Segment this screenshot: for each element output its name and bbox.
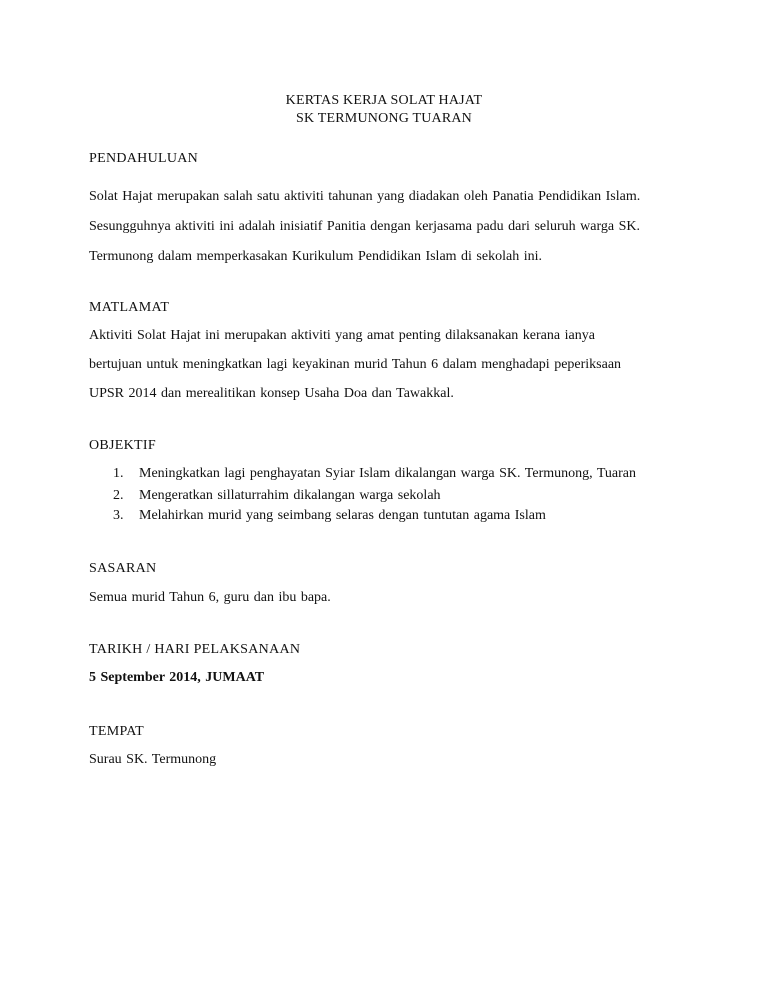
section-heading-sasaran: SASARAN <box>89 561 157 576</box>
matlamat-line: bertujuan untuk meningkatkan lagi keyakinan murid Tahun 6 dalam menghadapi peperiksaan <box>89 357 622 372</box>
objektif-list-item <box>113 465 636 483</box>
section-heading-tempat: TEMPAT <box>89 724 144 739</box>
matlamat-line: UPSR 2014 dan merealitikan konsep Usaha Doa dan Tawakkal. <box>89 386 454 401</box>
document-title: KERTAS KERJA SOLAT HAJAT <box>285 93 483 108</box>
objektif-list-item <box>113 507 546 525</box>
list-text: Meningkatkan lagi penghayatan Syiar Islam dikalangan warga SK. Termunong, Tuaran <box>139 466 637 481</box>
list-text: Mengeratkan sillaturrahim dikalangan warga sekolah <box>139 488 441 503</box>
list-number: 2. <box>113 488 124 503</box>
section-heading-objektif: OBJEKTIF <box>89 438 156 453</box>
tarikh-text: 5 September 2014, JUMAAT <box>89 670 265 685</box>
pendahuluan-line: Solat Hajat merupakan salah satu aktiviti tahunan yang diadakan oleh Panatia Pendidikan Islam. <box>89 189 641 204</box>
section-heading-matlamat: MATLAMAT <box>89 300 170 315</box>
matlamat-line: Aktiviti Solat Hajat ini merupakan aktiviti yang amat penting dilaksanakan kerana ianya <box>89 328 595 343</box>
section-heading-tarikh: TARIKH / HARI PELAKSANAAN <box>89 642 301 657</box>
document-subtitle: SK TERMUNONG TUARAN <box>296 111 472 126</box>
tempat-text: Surau SK. Termunong <box>89 752 217 767</box>
sasaran-text: Semua murid Tahun 6, guru dan ibu bapa. <box>89 590 331 605</box>
list-number: 3. <box>113 508 124 523</box>
list-text: Melahirkan murid yang seimbang selaras dengan tuntutan agama Islam <box>139 508 546 523</box>
pendahuluan-line: Sesungguhnya aktiviti ini adalah inisiatif Panitia dengan kerjasama padu dari seluruh warga SK. <box>89 219 640 234</box>
pendahuluan-line: Termunong dalam memperkasakan Kurikulum Pendidikan Islam di sekolah ini. <box>89 249 542 264</box>
list-number: 1. <box>113 466 124 481</box>
section-heading-pendahuluan: PENDAHULUAN <box>89 151 199 166</box>
objektif-list-item <box>113 487 441 505</box>
